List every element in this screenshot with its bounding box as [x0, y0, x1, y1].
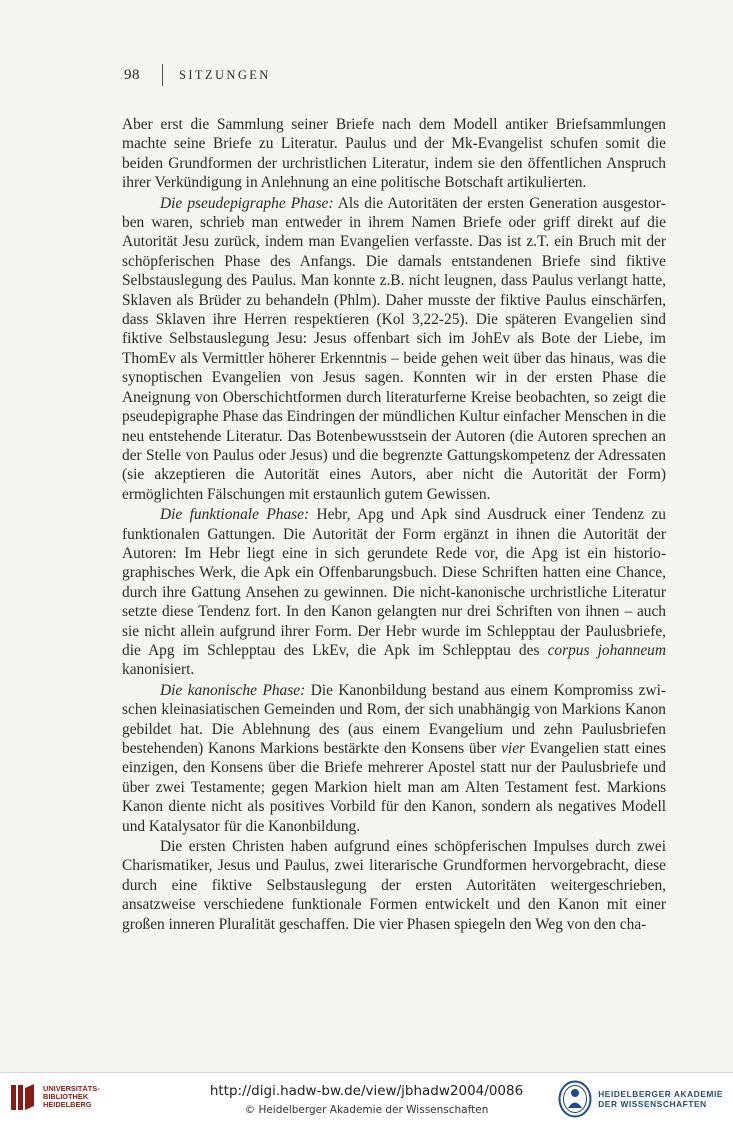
body-text — [122, 115, 666, 934]
paragraph — [122, 115, 666, 193]
running-head — [124, 64, 271, 86]
paragraph — [122, 837, 666, 934]
section-title: SITZUNGEN — [179, 67, 271, 82]
text-run: Aber erst die Sammlung seiner Briefe nach dem Modell antiker Briefsammlungen machte seine Briefe zu Literatur. Paulus und der Mk-Evangelist schufen somit die beiden Grundformen der urchristlichen Literatur, indem sie den öffentlichen Anspruch ihrer Verkündigung in Anlehnung an eine politische Botschaft artikulierten. — [122, 116, 666, 192]
header-divider — [162, 64, 163, 86]
text-run: Die ersten Christen haben aufgrund eines schöpferischen Impulses durch zwei Charismatiker, Jesus und Paulus, zwei literarische Grundformen hervorgebracht, diese durch eine fiktive Selbstauslegung der ersten Autoritäten weitergeschrieben, ansatzweise verschiedene funktionale Formen entwickelt und den Kanon mit einer großen inneren Pluralität geschaffen. Die vier Phasen spiegeln den Weg von den cha- — [122, 838, 666, 933]
page-number: 98 — [124, 66, 140, 83]
hadw-logo-line: DER WISSENSCHAFTEN — [598, 1099, 707, 1109]
copyright-notice: © Heidelberger Akademie der Wissenschaften — [244, 1104, 489, 1116]
italic-run: Die kanonische Phase: — [160, 681, 306, 699]
italic-run: Die pseudepigraphe Phase: — [160, 194, 334, 212]
italic-run: Die funktionale Phase: — [160, 506, 310, 524]
paragraph — [122, 194, 666, 505]
paragraph — [122, 505, 666, 680]
italic-run: vier — [501, 740, 526, 757]
text-run: kanonisiert. — [122, 661, 195, 679]
italic-run: corpus johanneum — [547, 641, 666, 659]
viewer-footer — [0, 1072, 733, 1126]
text-run: Evangelien statt eines einzigen, den Konsens über die Briefe mehrerer Apostel statt nur der Paulusbriefe und über zwei Testamente; gegen Markion hielt man am Alten Testament fest. Markions Kanon diente nicht als positives Vorbild für den Kanon, sondern als negatives Modell und Katalysator für die Kanonbildung. — [122, 740, 666, 835]
paragraph — [122, 681, 666, 836]
academy-seal-icon — [558, 1080, 592, 1118]
text-run: Hebr, Apg und Apk sind Ausdruck einer Tendenz zu funktionalen Gattungen. Die Autorität der Form ergänzt in ihnen die Autorität der Autoren: Im Hebr liegt eine in sich gerundete Rede vor, die Apg ist ein historiographisches Werk, die Apk ein Offenbarungsbuch. Diese Schriften hatten eine Chance, durch ihre Gattung Ansehen zu gewinnen. Die nicht-kanonische urchristliche Literatur setzte diese Tendenz fort. In den Kanon gelangten nur drei Schriften von ihnen – auch sie nicht allein aufgrund ihrer Form. Der Hebr wurde im Schlepptau der Paulusbriefe, die Apg im Schlepptau des LkEv, die Apk im Schlepptau des — [122, 506, 666, 659]
ub-logo-line: HEIDELBERG — [43, 1100, 92, 1110]
text-run: Die Kanonbildung bestand aus einem Kompromiss zwischen kleinasiatischen Gemeinden und Rom, der sich unabhängig von Markions Kanon gebildet hat. Die Ablehnung des (aus einem Evangelium und zehn Paulusbriefen bestehenden) Kanons Markions bestärkte den Konsens über — [122, 681, 666, 757]
ub-logo-line: UNIVERSITÄTS- — [43, 1083, 100, 1093]
text-run: Als die Autoritäten der ersten Generation ausgestorben waren, schrieb man entweder in ihrem Namen Briefe oder griff direkt auf die Autorität Jesu zurück, indem man Evangelien verfasste. Das ist z.T. ein Bruch mit der schöpferischen Phase des Anfangs. Die damals entstandenen Briefe sind fiktive Selbstauslegung des Paulus. Man konnte z.B. nicht leugnen, dass Paulus verlangt hatte, Sklaven als Brüder zu behandeln (Phlm). Daher musste der fiktive Paulus einschärfen, dass Sklaven ihre Herren respektieren (Kol 3,22-25). Die späteren Evangelien sind fiktive Selbstauslegung Jesu: Jesus offenbart sich im JohEv als Bote der Liebe, im ThomEv als Vermittler höherer Erkenntnis – beide gehen weit über das hinaus, was die synoptischen Evangelien von Jesus sagen. Konnten wir in der ersten Phase die Aneignung von Oberschichtformen durch literaturferne Kreise beobachten, so zeigt die pseudepigraphe Phase das Eindringen der mündlichen Kultur einfacher Menschen in die neu entstehende Literatur. Das Botenbewusstsein der Autoren (die Autoren sprechen an der Stelle von Paulus oder Jesus) und die begrenzte Gattungskompetenz der Adressaten (sie akzeptieren die Autorität eines Autors, aber nicht die Autorität der Form) ermöglichten Fälschungen mit erstaunlich gutem Gewissen. — [122, 194, 666, 503]
permalink-url[interactable]: http://digi.hadw-bw.de/view/jbhadw2004/0086 — [209, 1083, 524, 1099]
ub-logo-line: BIBLIOTHEK — [43, 1091, 89, 1101]
hadw-logo-line: HEIDELBERGER AKADEMIE — [598, 1089, 723, 1099]
hadw-logo[interactable] — [558, 1080, 723, 1118]
